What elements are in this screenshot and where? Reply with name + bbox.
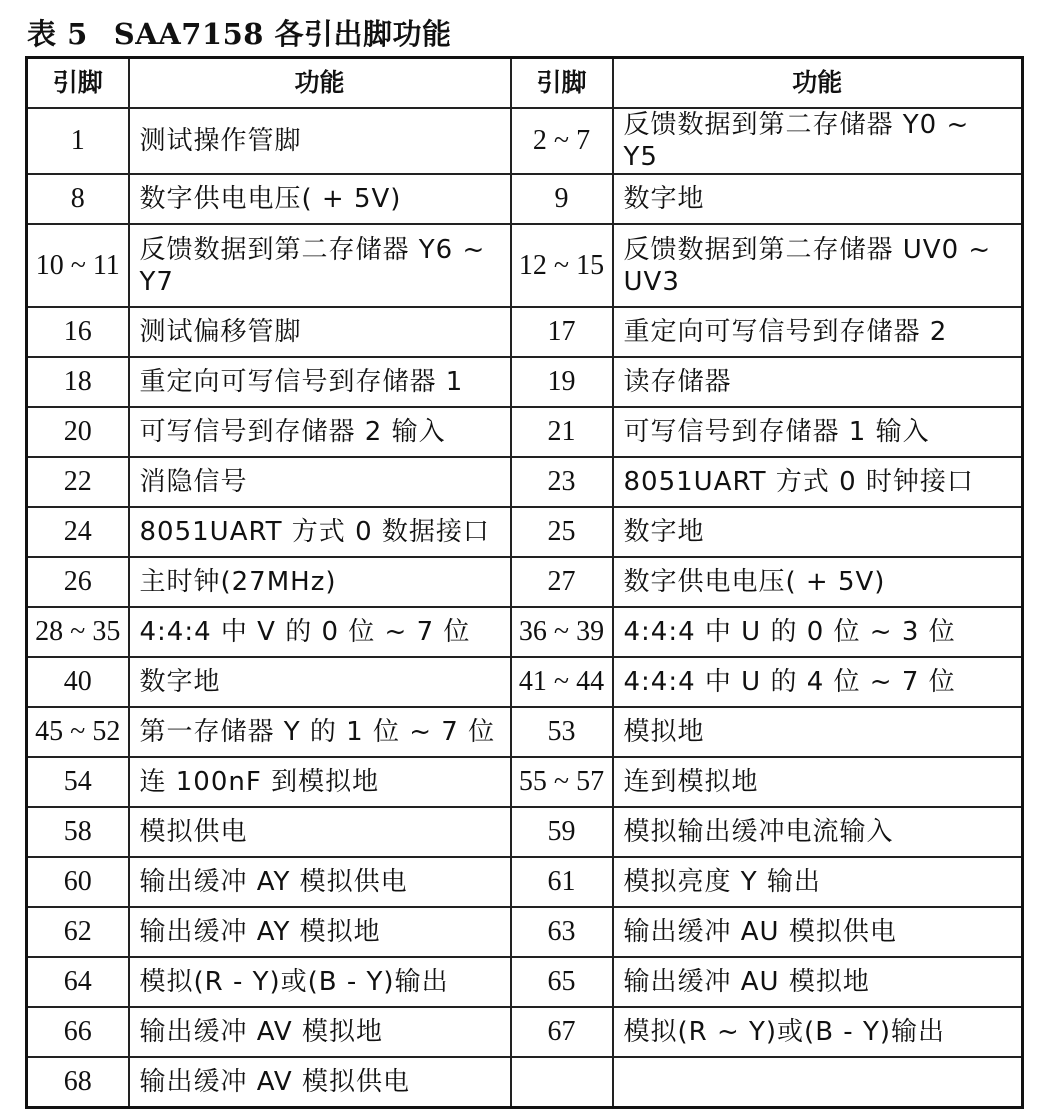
left-function-cell: 第一存储器 Y 的 1 位 ~ 7 位: [129, 707, 511, 757]
right-function-cell: 数字供电电压( + 5V): [613, 557, 1023, 607]
right-pin-cell: 65: [511, 957, 613, 1007]
right-function-cell: 数字地: [613, 507, 1023, 557]
left-function-cell: 输出缓冲 AY 模拟供电: [129, 857, 511, 907]
left-pin-cell: 20: [27, 407, 129, 457]
table-row: [27, 1057, 1023, 1108]
right-function-cell: 重定向可写信号到存储器 2: [613, 307, 1023, 357]
left-function-cell: 输出缓冲 AY 模拟地: [129, 907, 511, 957]
right-function-cell: 读存储器: [613, 357, 1023, 407]
left-pin-cell: 54: [27, 757, 129, 807]
left-pin-cell: 24: [27, 507, 129, 557]
table-number: 表 5: [27, 17, 88, 51]
left-pin-cell: 64: [27, 957, 129, 1007]
right-function-cell: 8051UART 方式 0 时钟接口: [613, 457, 1023, 507]
right-pin-cell: 17: [511, 307, 613, 357]
right-pin-cell: 9: [511, 174, 613, 224]
right-pin-cell: 63: [511, 907, 613, 957]
table-row: [27, 557, 1023, 607]
table-row: [27, 307, 1023, 357]
header-function: 功能: [129, 58, 511, 109]
pin-function-table: [25, 56, 1024, 1109]
right-function-cell: [613, 1057, 1023, 1108]
right-pin-cell: 25: [511, 507, 613, 557]
left-pin-cell: 58: [27, 807, 129, 857]
right-function-cell: 模拟地: [613, 707, 1023, 757]
table-body: [27, 108, 1023, 1108]
right-function-cell: 数字地: [613, 174, 1023, 224]
table-row: [27, 707, 1023, 757]
left-pin-cell: 28 ~ 35: [27, 607, 129, 657]
right-pin-cell: 12 ~ 15: [511, 224, 613, 307]
left-pin-cell: 40: [27, 657, 129, 707]
left-function-cell: 模拟(R - Y)或(B - Y)输出: [129, 957, 511, 1007]
right-pin-cell: 55 ~ 57: [511, 757, 613, 807]
table-row: [27, 357, 1023, 407]
left-function-cell: 模拟供电: [129, 807, 511, 857]
left-function-cell: 输出缓冲 AV 模拟地: [129, 1007, 511, 1057]
left-function-cell: 重定向可写信号到存储器 1: [129, 357, 511, 407]
table-row: [27, 174, 1023, 224]
left-function-cell: 连 100nF 到模拟地: [129, 757, 511, 807]
table-row: [27, 224, 1023, 307]
right-pin-cell: 23: [511, 457, 613, 507]
table-row: [27, 457, 1023, 507]
left-pin-cell: 26: [27, 557, 129, 607]
left-pin-cell: 66: [27, 1007, 129, 1057]
table-row: [27, 957, 1023, 1007]
left-function-cell: 4:4:4 中 V 的 0 位 ~ 7 位: [129, 607, 511, 657]
table-row: [27, 757, 1023, 807]
left-pin-cell: 1: [27, 108, 129, 174]
left-function-cell: 数字地: [129, 657, 511, 707]
right-function-cell: 连到模拟地: [613, 757, 1023, 807]
right-pin-cell: [511, 1057, 613, 1108]
right-function-cell: 输出缓冲 AU 模拟地: [613, 957, 1023, 1007]
table-title: SAA7158 各引出脚功能: [113, 17, 452, 51]
table-row: [27, 507, 1023, 557]
right-pin-cell: 36 ~ 39: [511, 607, 613, 657]
left-pin-cell: 10 ~ 11: [27, 224, 129, 307]
table-row: [27, 857, 1023, 907]
table-row: [27, 657, 1023, 707]
left-function-cell: 测试偏移管脚: [129, 307, 511, 357]
right-pin-cell: 41 ~ 44: [511, 657, 613, 707]
right-pin-cell: 2 ~ 7: [511, 108, 613, 174]
right-pin-cell: 61: [511, 857, 613, 907]
table-row: [27, 807, 1023, 857]
right-function-cell: 可写信号到存储器 1 输入: [613, 407, 1023, 457]
left-pin-cell: 22: [27, 457, 129, 507]
right-function-cell: 模拟(R ~ Y)或(B - Y)输出: [613, 1007, 1023, 1057]
right-pin-cell: 19: [511, 357, 613, 407]
right-function-cell: 4:4:4 中 U 的 0 位 ~ 3 位: [613, 607, 1023, 657]
left-function-cell: 消隐信号: [129, 457, 511, 507]
table-row: [27, 907, 1023, 957]
table-row: [27, 607, 1023, 657]
left-function-cell: 数字供电电压( + 5V): [129, 174, 511, 224]
right-pin-cell: 67: [511, 1007, 613, 1057]
table-header-row: [27, 58, 1023, 109]
left-pin-cell: 16: [27, 307, 129, 357]
right-function-cell: 反馈数据到第二存储器 UV0 ~ UV3: [613, 224, 1023, 307]
left-pin-cell: 62: [27, 907, 129, 957]
left-pin-cell: 18: [27, 357, 129, 407]
left-pin-cell: 45 ~ 52: [27, 707, 129, 757]
left-function-cell: 测试操作管脚: [129, 108, 511, 174]
header-function-2: 功能: [613, 58, 1023, 109]
left-function-cell: 8051UART 方式 0 数据接口: [129, 507, 511, 557]
left-function-cell: 可写信号到存储器 2 输入: [129, 407, 511, 457]
right-pin-cell: 27: [511, 557, 613, 607]
right-pin-cell: 21: [511, 407, 613, 457]
left-function-cell: 主时钟(27MHz): [129, 557, 511, 607]
left-pin-cell: 68: [27, 1057, 129, 1108]
left-function-cell: 反馈数据到第二存储器 Y6 ~ Y7: [129, 224, 511, 307]
right-function-cell: 模拟亮度 Y 输出: [613, 857, 1023, 907]
right-function-cell: 模拟输出缓冲电流输入: [613, 807, 1023, 857]
table-row: [27, 1007, 1023, 1057]
table-row: [27, 407, 1023, 457]
right-function-cell: 反馈数据到第二存储器 Y0 ~ Y5: [613, 108, 1023, 174]
left-function-cell: 输出缓冲 AV 模拟供电: [129, 1057, 511, 1108]
left-pin-cell: 8: [27, 174, 129, 224]
right-function-cell: 4:4:4 中 U 的 4 位 ~ 7 位: [613, 657, 1023, 707]
table-caption: [27, 14, 452, 54]
left-pin-cell: 60: [27, 857, 129, 907]
table-row: [27, 108, 1023, 174]
right-function-cell: 输出缓冲 AU 模拟供电: [613, 907, 1023, 957]
header-pin: 引脚: [27, 58, 129, 109]
header-pin-2: 引脚: [511, 58, 613, 109]
right-pin-cell: 59: [511, 807, 613, 857]
right-pin-cell: 53: [511, 707, 613, 757]
